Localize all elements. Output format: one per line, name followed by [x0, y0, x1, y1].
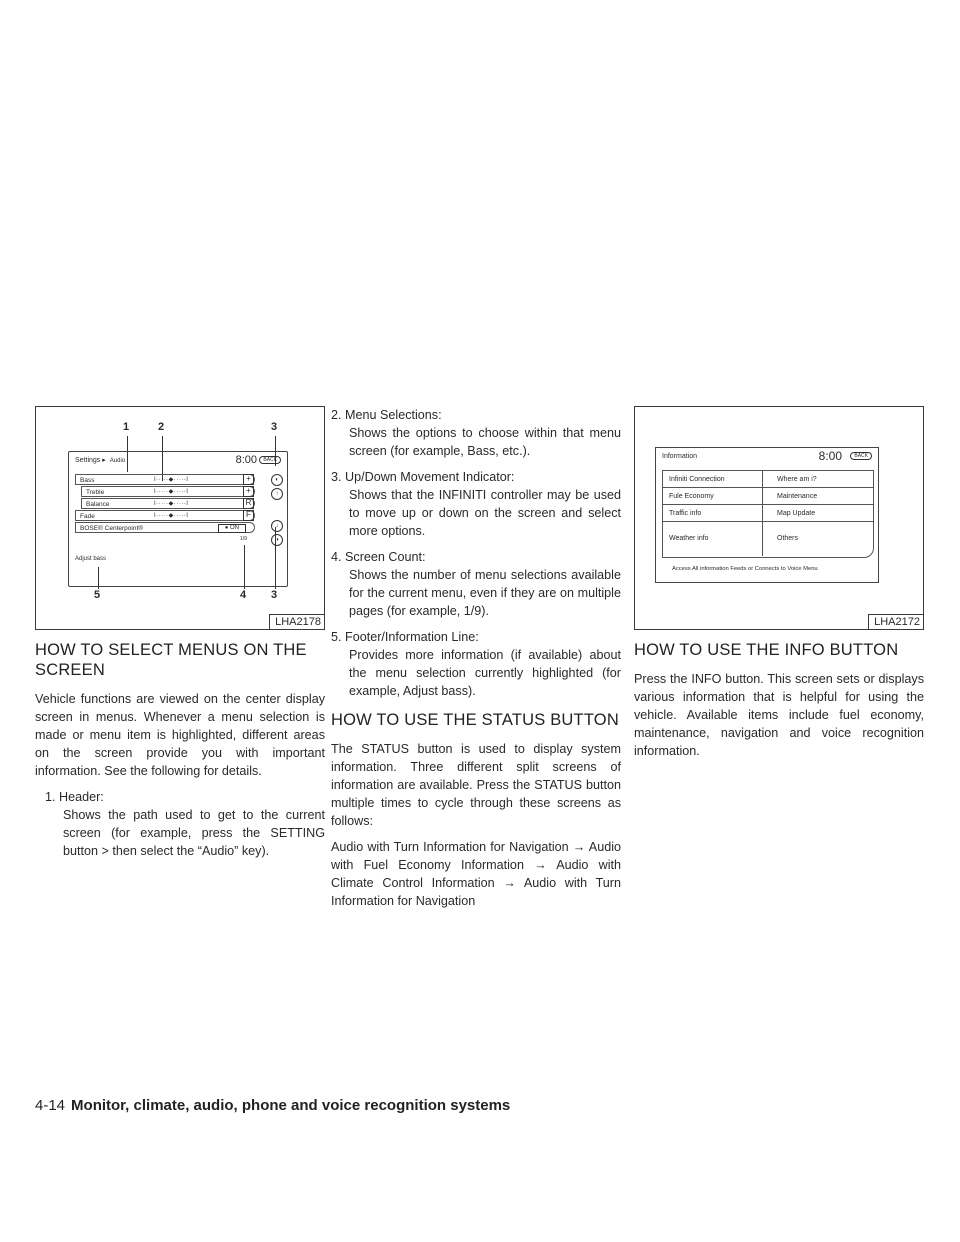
section-heading-info-button: HOW TO USE THE INFO BUTTON: [634, 641, 899, 659]
scroll-indicator-icon: ◑: [271, 534, 283, 546]
up-arrow-icon: ↑: [271, 488, 283, 500]
r-icon: R: [243, 498, 254, 509]
info-menu-item: Weather info: [663, 522, 763, 556]
list-item: 2. Menu Selections: Shows the options to choose within that menu screen (for example, Bass, etc.).: [331, 408, 621, 458]
list-item: 4. Screen Count: Shows the number of menu selections available for the current menu, even if they are on multiple pages (for example, 1/9).: [331, 550, 621, 618]
information-screen: [655, 447, 879, 583]
screen-header: Settings ▸ Audio: [75, 457, 126, 464]
list-item: 1. Header: Shows the path used to get to the current screen (for example, press the SETTING button > then select the “Audio” key).: [45, 790, 325, 858]
list-item: 3. Up/Down Movement Indicator: Shows that the INFINITI controller may be used to move up or down on the screen and select more options.: [331, 470, 621, 538]
info-menu-item: Infiniti Connection: [663, 471, 763, 488]
screen-header: Information: [662, 453, 698, 460]
callout-2: 2: [158, 421, 165, 433]
menu-row-centerpoint: BOSE® Centerpoint® ● ON: [75, 522, 255, 533]
column-middle: [331, 406, 621, 918]
information-screen-figure: [634, 406, 924, 630]
info-menu-item: Others: [777, 535, 799, 542]
page-number: 4-14: [35, 1097, 66, 1114]
plus-icon: +: [243, 486, 254, 497]
callout-1: 1: [123, 421, 130, 433]
figure-id: LHA2178: [269, 614, 324, 629]
info-menu-item: Maintenance: [763, 488, 873, 505]
page-footer: [35, 1097, 510, 1114]
info-paragraph: Press the INFO button. This screen sets or displays various information that is helpful for using the vehicle. Available items include fuel economy, maintenance, navigation and voice recognition information.: [634, 672, 924, 758]
section-heading-select-menus: HOW TO SELECT MENUS ON THE SCREEN: [35, 641, 307, 679]
menu-row-fade: Fade I·····◆·····I: [75, 510, 255, 521]
screen-footer-line: Adjust bass: [75, 556, 107, 562]
info-menu-item: Where am i?: [763, 471, 873, 488]
settings-screen: [68, 451, 288, 587]
down-arrow-icon: ↓: [271, 520, 283, 532]
back-button: BACK: [259, 456, 281, 464]
settings-screen-figure: [35, 406, 325, 630]
menu-row-balance: Balance I·····◆·····I: [81, 498, 255, 509]
callout-3-bottom: 3: [271, 589, 278, 601]
intro-paragraph: Vehicle functions are viewed on the center display screen in menus. Whenever a menu selection is made or menu item is highlighted, different areas on the screen provide you with important information. See the following for details.: [35, 692, 325, 778]
info-menu-item: Map Update: [763, 505, 873, 522]
screen-footer-line: Access All information Feeds or Connects to Voice Menu: [672, 566, 818, 572]
info-menu-item: Fule Economy: [663, 488, 763, 505]
screen-clock: 8:00: [818, 449, 842, 463]
status-cycle-paragraph: Audio with Turn Information for Navigation → Audio with Fuel Economy Information → Audio with Climate Control Information → Audio with Turn Information for Navigation: [331, 840, 621, 908]
plus-icon: +: [243, 474, 254, 485]
column-right: [634, 406, 924, 768]
back-button: BACK: [850, 452, 872, 460]
f-icon: F: [243, 510, 254, 521]
list-item: 5. Footer/Information Line: Provides more information (if available) about the menu selection currently highlighted (for example, Adjust bass).: [331, 630, 621, 698]
column-left: [35, 406, 325, 868]
info-menu-grid: [662, 470, 874, 558]
callout-4: 4: [240, 589, 247, 601]
screen-count: 1/9: [240, 536, 247, 542]
screen-clock: 8:00: [235, 454, 257, 466]
menu-row-treble: Treble I·····◆·····I: [81, 486, 255, 497]
section-heading-status-button: HOW TO USE THE STATUS BUTTON: [331, 711, 619, 729]
info-menu-item: Traffic info: [663, 505, 763, 522]
section-title: Monitor, climate, audio, phone and voice recognition systems: [71, 1097, 511, 1114]
scroll-indicator-icon: ◐: [271, 474, 283, 486]
figure-id: LHA2172: [868, 614, 923, 629]
status-paragraph: The STATUS button is used to display system information. Three different split screens of information are available. Press the STATUS button multiple times to cycle through these screens as follows:: [331, 742, 621, 828]
callout-5: 5: [94, 589, 101, 601]
callout-3-top: 3: [271, 421, 278, 433]
menu-row-bass: Bass I·····◆·····I: [75, 474, 255, 485]
